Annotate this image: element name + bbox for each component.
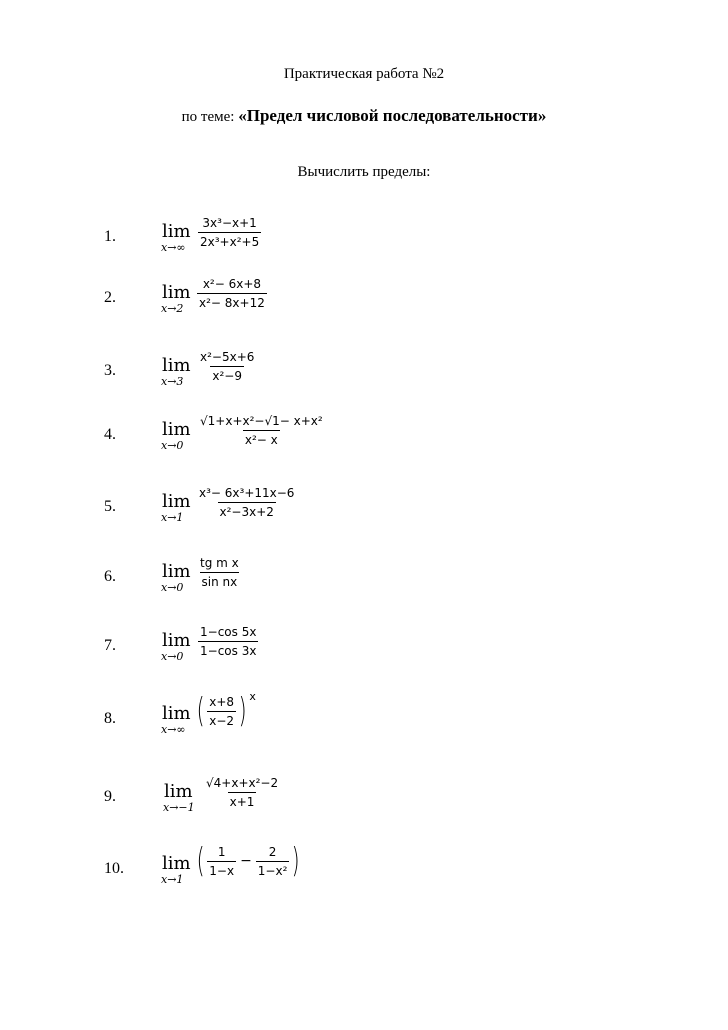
problem-3 xyxy=(0,350,728,388)
denominator: x²−3x+2 xyxy=(218,502,276,519)
numerator: 1 xyxy=(217,844,226,859)
limit-subscript: x→−1 xyxy=(163,801,195,814)
fraction xyxy=(198,414,325,447)
expression xyxy=(198,556,241,589)
problem-4 xyxy=(0,414,728,452)
problem-9 xyxy=(0,776,728,814)
problem-10 xyxy=(0,841,728,886)
problem-number: 8. xyxy=(104,710,116,727)
denominator: x−2 xyxy=(207,711,236,728)
page-title: Практическая работа №2 xyxy=(283,66,445,82)
denominator: x+1 xyxy=(228,792,257,809)
limit-subscript: x→0 xyxy=(161,439,184,452)
numerator: 2 xyxy=(268,844,277,859)
denominator: x²− x xyxy=(243,430,280,447)
fraction xyxy=(197,277,267,310)
fraction xyxy=(207,845,236,878)
fraction xyxy=(256,845,290,878)
topic-prefix: по теме: xyxy=(181,109,235,125)
limit-subscript: x→0 xyxy=(161,581,184,594)
problem-number: 10. xyxy=(104,860,124,877)
problem-number: 6. xyxy=(104,568,116,585)
numerator: 3x³−x+1 xyxy=(202,216,257,230)
expression xyxy=(197,486,296,519)
expression xyxy=(198,350,256,383)
problem-8 xyxy=(0,690,728,736)
limit-operator: lim x→1 xyxy=(162,854,202,886)
expression xyxy=(204,776,280,809)
expression xyxy=(198,414,325,447)
limit-operator: lim x→−1 xyxy=(164,782,204,814)
fraction xyxy=(197,486,296,519)
expression xyxy=(198,625,258,658)
denominator: x²− 8x+12 xyxy=(197,293,267,310)
numerator: √4+x+x²−2 xyxy=(206,776,279,790)
denominator: x²−9 xyxy=(210,366,244,383)
expression xyxy=(197,277,267,310)
exponent: x xyxy=(249,690,256,703)
numerator: x²−5x+6 xyxy=(200,350,255,364)
fraction xyxy=(204,776,280,809)
problem-5 xyxy=(0,486,728,524)
problem-number: 2. xyxy=(104,289,116,306)
problem-number: 3. xyxy=(104,362,116,379)
numerator: x+8 xyxy=(209,694,235,709)
fraction xyxy=(207,695,236,728)
denominator: 1−x xyxy=(207,861,236,878)
instruction: Вычислить пределы: xyxy=(297,164,431,180)
numerator: √1+x+x²−√1− x+x² xyxy=(200,414,323,428)
numerator: tg m x xyxy=(200,556,239,570)
problem-7 xyxy=(0,625,728,663)
denominator: sin nx xyxy=(200,572,240,589)
limit-operator: lim x→0 xyxy=(162,631,202,663)
right-paren: ) xyxy=(238,691,247,731)
denominator: 2x³+x²+5 xyxy=(198,232,261,249)
numerator: 1−cos 5x xyxy=(200,625,257,639)
limit-operator: lim x→0 xyxy=(162,562,202,594)
limit-subscript: x→1 xyxy=(161,511,184,524)
fraction xyxy=(198,556,241,589)
denominator: 1−x² xyxy=(256,861,290,878)
right-paren: ) xyxy=(292,841,301,881)
problem-2 xyxy=(0,277,728,315)
limit-subscript: x→2 xyxy=(161,302,184,315)
problem-number: 5. xyxy=(104,498,116,515)
limit-subscript: x→3 xyxy=(161,375,184,388)
limit-operator: lim x→2 xyxy=(162,283,202,315)
problem-number: 4. xyxy=(104,426,116,443)
left-paren: ( xyxy=(196,691,205,731)
topic: «Предел числовой последовательности» xyxy=(238,106,547,125)
problem-6 xyxy=(0,556,728,594)
subtitle xyxy=(0,106,728,126)
fraction xyxy=(198,216,261,249)
expression xyxy=(194,690,256,731)
problem-1 xyxy=(0,216,728,254)
problem-number: 1. xyxy=(104,228,116,245)
limit-subscript: x→∞ xyxy=(161,723,186,736)
denominator: 1−cos 3x xyxy=(198,641,258,658)
limit-operator: lim x→∞ xyxy=(162,704,202,736)
expression xyxy=(198,216,261,249)
limit-subscript: x→0 xyxy=(161,650,184,663)
limit-subscript: x→∞ xyxy=(161,241,186,254)
problem-number: 9. xyxy=(104,788,116,805)
limit-operator: lim x→3 xyxy=(162,356,202,388)
limit-subscript: x→1 xyxy=(161,873,184,886)
left-paren: ( xyxy=(196,841,205,881)
minus-operator: − xyxy=(240,853,252,869)
limit-operator: lim x→1 xyxy=(162,492,202,524)
numerator: x²− 6x+8 xyxy=(202,277,262,291)
limit-operator: lim x→∞ xyxy=(162,222,202,254)
limit-operator: lim x→0 xyxy=(162,420,202,452)
expression xyxy=(194,841,303,881)
fraction xyxy=(198,350,256,383)
problem-number: 7. xyxy=(104,637,116,654)
numerator: x³− 6x³+11x−6 xyxy=(199,486,295,500)
fraction xyxy=(198,625,258,658)
